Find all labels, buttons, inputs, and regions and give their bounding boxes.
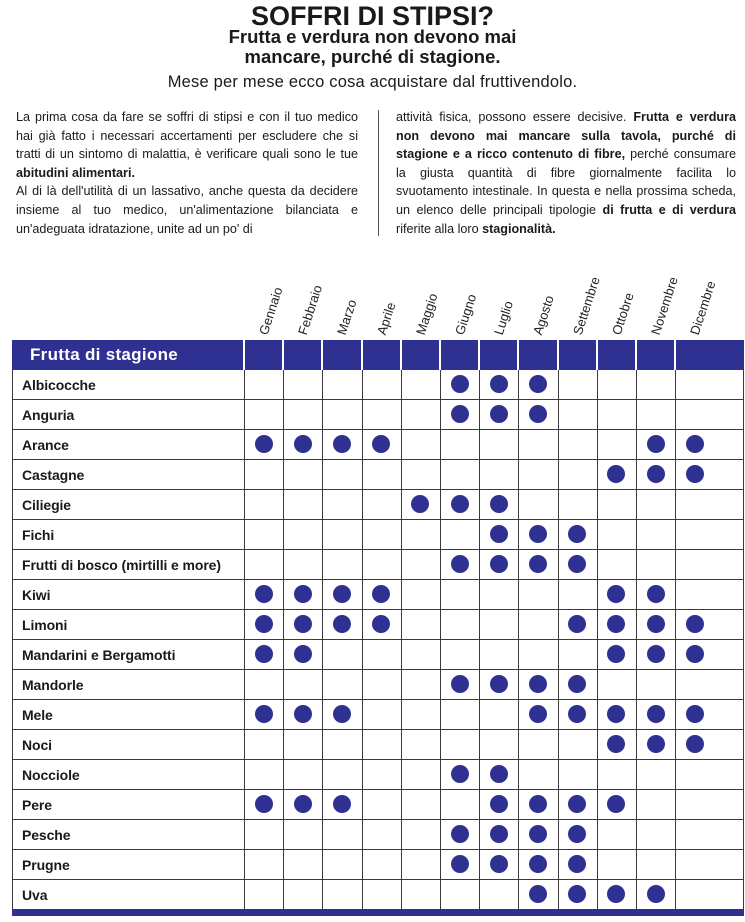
season-dot-febbraio [294, 435, 312, 453]
month-header-dicembre: Dicembre [687, 279, 719, 337]
season-dot-giugno [451, 855, 469, 873]
fruit-row [12, 790, 744, 820]
season-dot-agosto [529, 525, 547, 543]
fruit-name: Ciliegie [22, 497, 71, 513]
season-dot-dicembre [686, 615, 704, 633]
season-dot-aprile [372, 615, 390, 633]
lead-text: Mese per mese ecco cosa acquistare dal fruttivendolo. [167, 73, 578, 91]
grid-vertical-line [322, 370, 323, 910]
header-separator [439, 340, 441, 370]
fruit-name: Albicocche [22, 377, 96, 393]
season-dot-febbraio [294, 795, 312, 813]
season-dot-luglio [490, 855, 508, 873]
season-dot-ottobre [607, 885, 625, 903]
season-dot-luglio [490, 825, 508, 843]
month-header-giugno: Giugno [452, 292, 480, 337]
intro-right-column [396, 108, 736, 238]
fruit-name: Kiwi [22, 587, 51, 603]
header-separator [400, 340, 402, 370]
season-dot-luglio [490, 765, 508, 783]
season-dot-novembre [647, 705, 665, 723]
grid-vertical-line [743, 370, 744, 910]
season-dot-settembre [568, 705, 586, 723]
subtitle [0, 27, 745, 67]
month-header-luglio: Luglio [491, 298, 517, 337]
fruit-row [12, 730, 744, 760]
season-dot-febbraio [294, 705, 312, 723]
header-separator [282, 340, 284, 370]
fruit-name: Fichi [22, 527, 55, 543]
header-separator [557, 340, 559, 370]
month-header-maggio: Maggio [412, 291, 441, 337]
season-dot-marzo [333, 585, 351, 603]
season-dot-dicembre [686, 705, 704, 723]
month-header-ottobre: Ottobre [608, 290, 637, 337]
fruit-row [12, 430, 744, 460]
fruit-row [12, 820, 744, 850]
month-header-gennaio: Gennaio [256, 285, 286, 337]
month-header-marzo: Marzo [334, 297, 360, 337]
intro-left-column [16, 108, 358, 238]
grid-vertical-line [636, 370, 637, 910]
fruit-row [12, 550, 744, 580]
season-dot-ottobre [607, 645, 625, 663]
fruit-row [12, 460, 744, 490]
season-dot-settembre [568, 795, 586, 813]
season-dot-gennaio [255, 645, 273, 663]
season-dot-giugno [451, 765, 469, 783]
season-dot-giugno [451, 375, 469, 393]
season-dot-luglio [490, 405, 508, 423]
season-dot-novembre [647, 465, 665, 483]
season-dot-gennaio [255, 585, 273, 603]
month-header-febbraio: Febbraio [295, 283, 326, 337]
season-dot-ottobre [607, 615, 625, 633]
fruit-name: Pere [22, 797, 52, 813]
season-dot-ottobre [607, 735, 625, 753]
season-dot-novembre [647, 885, 665, 903]
grid-vertical-line [518, 370, 519, 910]
season-dot-agosto [529, 675, 547, 693]
intro-text-run: perché consumare la giusta quantità di fibre giornalmente facilita lo svuotamento intestinale. In questa e nella prossima scheda, un elenco delle principali tipologie [396, 147, 736, 217]
fruit-row [12, 610, 744, 640]
fruit-name: Arance [22, 437, 69, 453]
grid-vertical-line [401, 370, 402, 910]
season-dot-novembre [647, 645, 665, 663]
fruit-row [12, 700, 744, 730]
fruit-row [12, 880, 744, 910]
season-dot-dicembre [686, 735, 704, 753]
season-dot-marzo [333, 615, 351, 633]
fruit-row [12, 850, 744, 880]
fruit-name: Mandorle [22, 677, 84, 693]
month-header-settembre: Settembre [569, 274, 603, 337]
season-dot-dicembre [686, 645, 704, 663]
season-dot-marzo [333, 705, 351, 723]
season-dot-gennaio [255, 795, 273, 813]
fruit-name: Pesche [22, 827, 71, 843]
intro-text-run: La prima cosa da fare se soffri di stipsi e con il tuo medico hai già fatto i necessari accertamenti per escludere che si tratti di un sintomo di malattia, è verificare quali sono le tue [16, 110, 358, 162]
season-dot-agosto [529, 855, 547, 873]
season-dot-settembre [568, 885, 586, 903]
section-header [12, 340, 744, 370]
month-header-novembre: Novembre [648, 274, 681, 337]
season-dot-agosto [529, 825, 547, 843]
grid-vertical-line [362, 370, 363, 910]
fruit-row [12, 580, 744, 610]
grid-vertical-line [12, 370, 13, 910]
intro-text-run: Frutta e verdura non devono mai mancare sulla tavola, purché di stagione e a ricco contenuto di fibre, [396, 110, 736, 162]
grid-vertical-line [440, 370, 441, 910]
bottom-bar [12, 910, 744, 916]
season-dot-settembre [568, 855, 586, 873]
season-dot-agosto [529, 405, 547, 423]
intro-text-run: stagionalità. [482, 221, 556, 236]
intro-text-run: attività fisica, possono essere decisive. [396, 110, 634, 124]
intro-text-run: riferite alla loro [396, 221, 483, 236]
fruit-name: Uva [22, 887, 48, 903]
season-dot-marzo [333, 435, 351, 453]
fruit-row [12, 400, 744, 430]
season-dot-aprile [372, 435, 390, 453]
season-dot-settembre [568, 615, 586, 633]
season-dot-ottobre [607, 705, 625, 723]
season-dot-febbraio [294, 645, 312, 663]
fruit-name: Anguria [22, 407, 75, 423]
season-dot-luglio [490, 795, 508, 813]
grid-vertical-line [479, 370, 480, 910]
season-dot-settembre [568, 675, 586, 693]
season-dot-gennaio [255, 435, 273, 453]
header-separator [674, 340, 676, 370]
season-dot-gennaio [255, 705, 273, 723]
fruit-name: Noci [22, 737, 52, 753]
season-dot-agosto [529, 705, 547, 723]
season-dot-giugno [451, 405, 469, 423]
grid-vertical-line [597, 370, 598, 910]
season-dot-ottobre [607, 795, 625, 813]
season-dot-maggio [411, 495, 429, 513]
header-separator [517, 340, 519, 370]
month-header-agosto: Agosto [530, 293, 558, 337]
grid-vertical-line [558, 370, 559, 910]
header-separator [478, 340, 480, 370]
season-dot-marzo [333, 795, 351, 813]
season-dot-febbraio [294, 585, 312, 603]
fruit-name: Prugne [22, 857, 70, 873]
fruit-name: Frutti di bosco (mirtilli e more) [22, 557, 221, 573]
fruit-row [12, 670, 744, 700]
season-dot-ottobre [607, 585, 625, 603]
fruit-name: Mandarini e Bergamotti [22, 647, 176, 663]
header-separator [321, 340, 323, 370]
fruit-row [12, 520, 744, 550]
season-dot-dicembre [686, 465, 704, 483]
header-separator [635, 340, 637, 370]
season-dot-agosto [529, 375, 547, 393]
season-dot-giugno [451, 675, 469, 693]
season-dot-gennaio [255, 615, 273, 633]
month-header-aprile: Aprile [373, 300, 399, 337]
season-dot-luglio [490, 495, 508, 513]
season-dot-agosto [529, 795, 547, 813]
subtitle-line-2: mancare, purché di stagione. [244, 46, 501, 67]
season-dot-novembre [647, 585, 665, 603]
fruit-name: Nocciole [22, 767, 80, 783]
season-grid [12, 370, 744, 910]
season-dot-giugno [451, 495, 469, 513]
grid-vertical-line [283, 370, 284, 910]
header-separator [596, 340, 598, 370]
season-dot-aprile [372, 585, 390, 603]
season-dot-luglio [490, 555, 508, 573]
season-dot-settembre [568, 825, 586, 843]
page-title: SOFFRI DI STIPSI? [250, 1, 494, 31]
season-dot-giugno [451, 555, 469, 573]
fruit-row [12, 760, 744, 790]
fruit-row [12, 640, 744, 670]
grid-vertical-line [675, 370, 676, 910]
season-dot-agosto [529, 885, 547, 903]
intro-text-run: di frutta e di verdura [602, 202, 736, 217]
fruit-name: Castagne [22, 467, 85, 483]
header-separator [361, 340, 363, 370]
header-separator [243, 340, 245, 370]
season-dot-febbraio [294, 615, 312, 633]
fruit-name: Limoni [22, 617, 68, 633]
season-dot-dicembre [686, 435, 704, 453]
intro-text-run: Al di là dell'utilità di un lassativo, anche questa da decidere insieme al tuo medico, un'alimentazione bilanciata e un'adeguata idratazione, unite ad un po' di [16, 184, 358, 236]
season-dot-luglio [490, 375, 508, 393]
season-dot-settembre [568, 555, 586, 573]
fruit-row [12, 490, 744, 520]
season-dot-agosto [529, 555, 547, 573]
season-dot-luglio [490, 675, 508, 693]
subtitle-line-1: Frutta e verdura non devono mai [228, 26, 517, 47]
season-dot-ottobre [607, 465, 625, 483]
season-dot-giugno [451, 825, 469, 843]
column-divider [378, 110, 379, 236]
intro-text-run: abitudini alimentari. [16, 165, 135, 180]
season-dot-luglio [490, 525, 508, 543]
fruit-name: Mele [22, 707, 53, 723]
season-dot-settembre [568, 525, 586, 543]
fruit-row [12, 370, 744, 400]
season-dot-novembre [647, 435, 665, 453]
season-dot-novembre [647, 735, 665, 753]
section-label: Frutta di stagione [30, 345, 179, 364]
grid-vertical-line [244, 370, 245, 910]
season-dot-novembre [647, 615, 665, 633]
